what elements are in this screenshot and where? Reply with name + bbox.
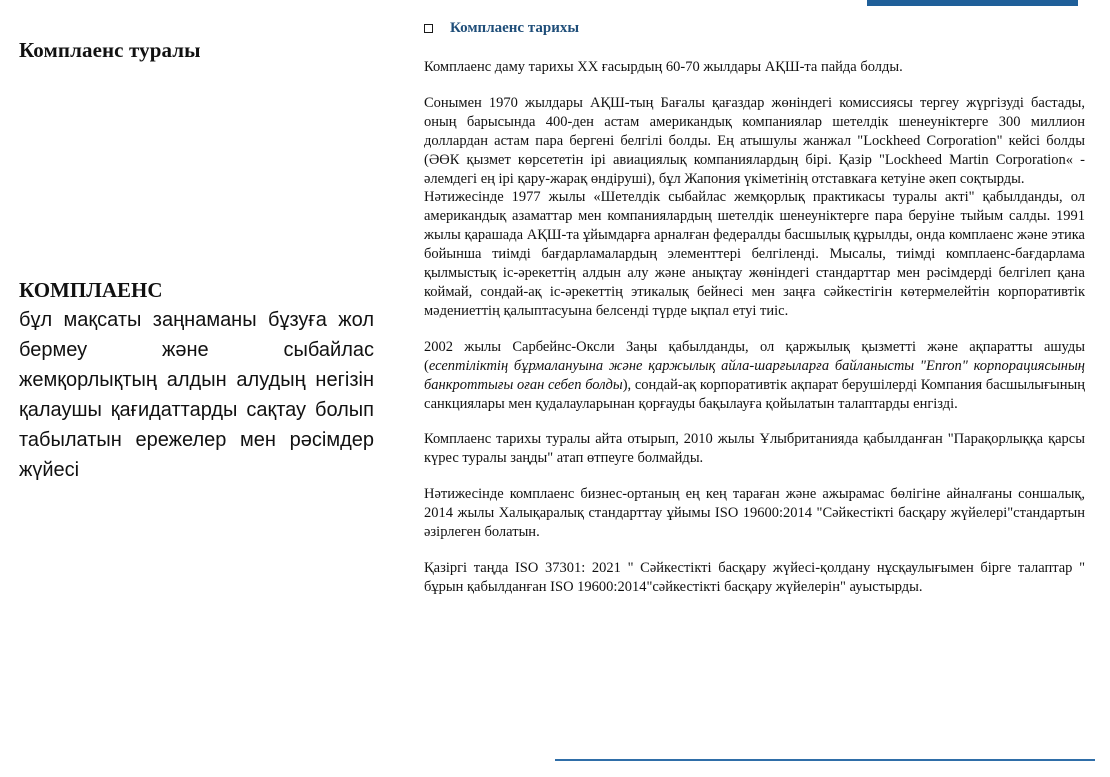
top-accent-bar [867, 0, 1078, 6]
sox-text-after: ), сондай-ақ корпоративтік ақпарат берушілерді Компания басшылығының санкциялары мен қудалауларынан қорғауды бақылауға қойылатын талаптарды енгізді. [424, 376, 1086, 412]
definition-heading: КОМПЛАЕНС [19, 278, 163, 302]
paragraph-uk-bribery: Комплаенс тарихы туралы айта отырып, 2010 жылы Ұлыбританияда қабылданған "Парақорлыққа қарсы күрес туралы заңды" атап өтпеуге болмайды. [424, 431, 1085, 467]
paragraph-iso37301: Қазіргі таңда ISO 37301: 2021 " Сәйкестікті басқару жүйесі-қолдану нұсқаулығымен бірге талаптар " бұрын қабылданған ISO 19600:2014"сәйкестікті басқару жүйелерін" ауыстырды. [424, 559, 1085, 595]
section-title: Комплаенс тарихы [450, 20, 580, 36]
paragraph-sox [424, 338, 1085, 414]
left-column [19, 38, 374, 63]
history-column [424, 20, 1085, 597]
square-bullet-icon [424, 24, 433, 33]
definition-text: бұл мақсаты заңнаманы бұзуға жол бермеу және сыбайлас жемқорлықтың алдын алудың негізін қалаушы қағидаттарды сақтау болып табылатын ережелер мен рәсімдер жүйесі [19, 309, 374, 481]
sox-text-italic: есептіліктің бұрмалануына және қаржылық айла-шарғыларға байланысты "Enron" корпорациясының банкроттығы оған себеп болды [424, 357, 1085, 393]
sox-text-before: 2002 жылы Сарбейнс-Оксли Заңы қабылданды, ол қаржылық қызметті және ақпаратты ашуды ( [424, 338, 1085, 374]
paragraph-intro: Комплаенс даму тарихы XX ғасырдың 60-70 жылдары АҚШ-та пайда болды. [424, 59, 903, 75]
definition-block [19, 278, 374, 485]
paragraph-lockheed: Сонымен 1970 жылдары АҚШ-тың Бағалы қағаздар жөніндегі комиссиясы тергеу жүргізуді бастады, оның барысында 400-ден астам американдық компаниялар шетелдік шенеуніктерге 300 миллион доллардан астам пара бергені белгілі болды. Ең атышулы жанжал "Lockheed Corporation" кейсі болды (ӘӨК қызмет көрсететін ірі авиациялық компаниялардың бірі. Қазір "Lockheed Martin Corporation« - әлемдегі ең ірі қару-жарақ өндіруші), бұл Жапония үкіметінің отставкаға кетуіне әкеп соқтырды. [424, 94, 1085, 187]
paragraph-fcpa: Нәтижесінде 1977 жылы «Шетелдік сыбайлас жемқорлық практикасы туралы акті" қабылданды, ол американдық азаматтар мен компаниялардың шетелдік шенеуніктерге пара беруіне тыйым салды. 1991 жылы қарашада АҚШ-та ұйымдарға арналған федералды басшылық құрылды, онда комплаенс және этика бойынша тиімді бағдарламалардың элементтері белгіленді. Мысалы, тиімді комплаенс-бағдарлама қылмыстық іс-әрекеттің алдын алу және анықтау жөніндегі стандарттар мен рәсімдерді белгілеп қана коймай, сондай-ақ іс-әрекеттің этикалық бейнесі мен заңға сәйкестігін көтермелейтін корпоративтік мәдениеттің қалыптасуына белсенді түрде ықпал етуі тиіс. [424, 189, 1085, 319]
section-heading [424, 20, 1085, 37]
page-title: Комплаенс туралы [19, 38, 201, 62]
bottom-accent-line [555, 759, 1095, 761]
paragraph-iso19600: Нәтижесінде комплаенс бизнес-ортаның ең кең тараған және ажырамас бөлігіне айналғаны соншалық, 2014 жылы Халықаралық стандарттау ұйымы ISO 19600:2014 "Сәйкестікті басқару жүйелері"стандартын әзірлеген болатын. [424, 486, 1085, 541]
